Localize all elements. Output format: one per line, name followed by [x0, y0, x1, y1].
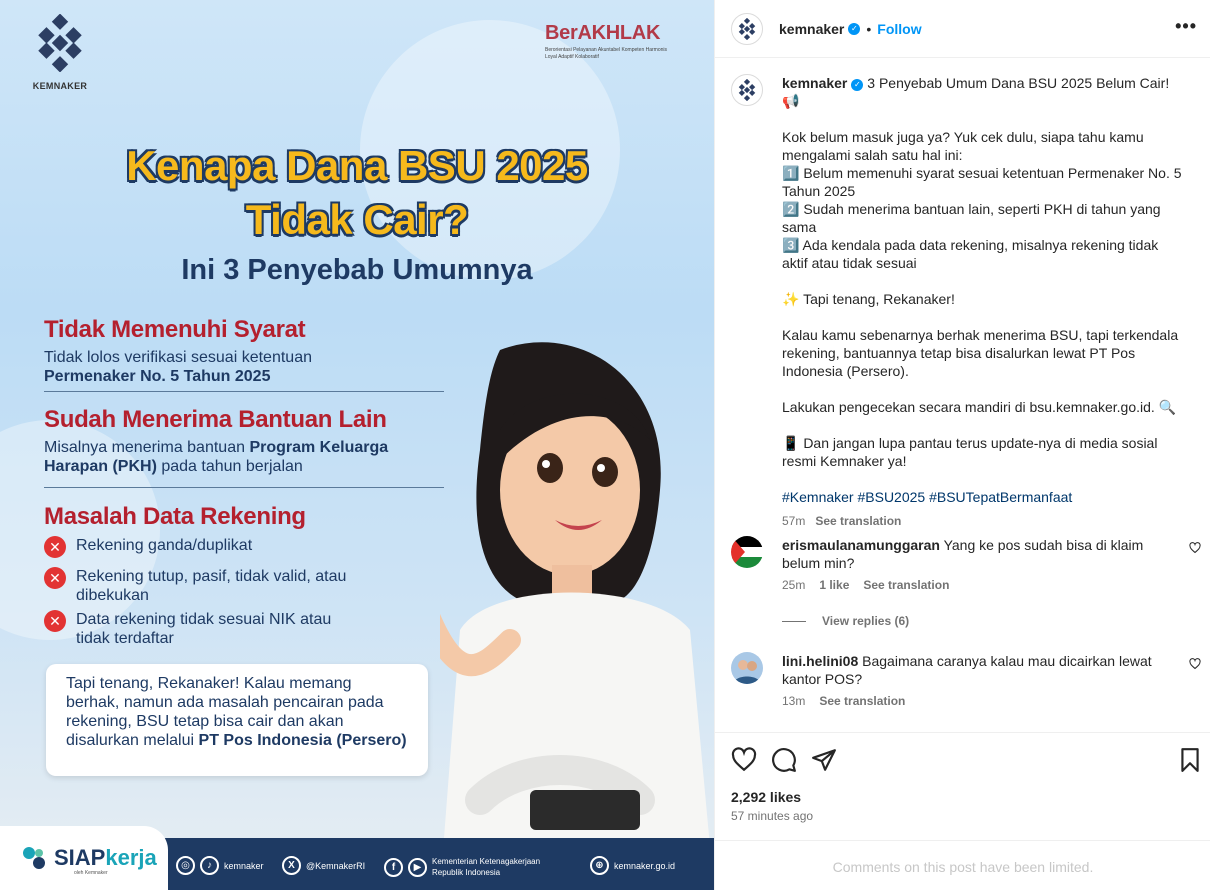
- x-icon: X: [282, 856, 301, 875]
- youtube-icon: ▶: [408, 858, 427, 877]
- x-mark-icon: ✕: [44, 567, 66, 589]
- instagram-icon: ◎: [176, 856, 195, 875]
- footer-ministry-1: Kementerian Ketenagakerjaan: [432, 857, 541, 866]
- comment-see-translation[interactable]: See translation: [863, 578, 950, 592]
- berakhlak-logo: [545, 22, 680, 61]
- like-heart-icon[interactable]: [731, 747, 757, 773]
- palestine-flag-icon: [731, 536, 763, 568]
- like-comment-icon[interactable]: [1189, 542, 1201, 554]
- post-caption: [782, 74, 1182, 530]
- caption-time: 57m: [782, 514, 806, 528]
- caption-para-3: 📱 Dan jangan lupa pantau terus update-nya di media sosial resmi Kemnaker ya!: [782, 435, 1158, 469]
- issue-item: [44, 536, 396, 558]
- account-username[interactable]: kemnaker: [779, 20, 845, 37]
- divider: [44, 487, 444, 488]
- caption-calm: ✨ Tapi tenang, Rekanaker!: [782, 291, 955, 307]
- separator-dot: •: [866, 20, 872, 37]
- siapkerja-logo: [0, 826, 168, 890]
- comment-body: [782, 536, 1162, 572]
- footer-tiktok-text: kemnaker: [224, 860, 264, 871]
- comment-time: 13m: [782, 694, 806, 708]
- post-actions: [715, 732, 1210, 840]
- user-avatar-icon: [731, 652, 763, 684]
- poster-subheadline: Ini 3 Penyebab Umumnya: [181, 254, 533, 286]
- siap-text-a: SIAP: [54, 845, 106, 870]
- footer-web-text: kemnaker.go.id: [614, 860, 676, 871]
- reason-1: [44, 316, 454, 386]
- footer-social: [176, 856, 264, 875]
- footer-web: [590, 856, 675, 875]
- divider: [44, 391, 444, 392]
- comment-bubble-icon[interactable]: [771, 747, 797, 773]
- info-note: [46, 664, 428, 776]
- comments-limited-notice: Comments on this post have been limited.: [715, 840, 1210, 890]
- post-time: 57 minutes ago: [731, 809, 814, 823]
- comment-username[interactable]: lini.helini08: [782, 653, 859, 669]
- caption-avatar-wrap: [731, 74, 763, 106]
- comment-avatar[interactable]: [731, 652, 763, 684]
- siapkerja-sub: oleh Kemnaker: [74, 870, 108, 876]
- verified-badge-icon: ✓: [848, 23, 860, 35]
- issue-text: Rekening ganda/duplikat: [76, 537, 253, 554]
- caption-avatar[interactable]: [731, 74, 763, 106]
- reason-1-title: Tidak Memenuhi Syarat: [44, 316, 306, 343]
- footer-ministry: [384, 856, 540, 878]
- tiktok-icon: ♪: [200, 856, 219, 875]
- comment-username[interactable]: erismaulanamunggaran: [782, 537, 940, 553]
- reason-2-bold: Program Keluarga Harapan (PKH): [44, 439, 389, 475]
- issue-text: Data rekening tidak sesuai NIK atau tidak terdaftar: [76, 611, 332, 647]
- post-sidebar: [714, 0, 1210, 890]
- like-comment-icon[interactable]: [1189, 658, 1201, 670]
- caption-intro: Kok belum masuk juga ya? Yuk cek dulu, siapa tahu kamu mengalami salah satu hal ini:: [782, 129, 1144, 163]
- caption-para-2: Lakukan pengecekan secara mandiri di bsu.kemnaker.go.id. 🔍: [782, 399, 1177, 415]
- logo-text: KEMNAKER: [32, 81, 88, 91]
- comment-likes[interactable]: 1 like: [819, 578, 850, 592]
- note-desc: Tapi tenang, Rekanaker! Kalau memang berhak, namun ada masalah pencairan pada rekening, BSU tetap bisa cair dan akan disalurkan melalui: [66, 675, 384, 749]
- kemnaker-logo: [30, 14, 90, 91]
- caption-headline: 3 Penyebab Umum Dana BSU 2025 Belum Cair! 📢: [782, 75, 1170, 109]
- footer-x-text: @KemnakerRI: [306, 860, 366, 871]
- facebook-icon: f: [384, 858, 403, 877]
- post-header: [715, 0, 1210, 58]
- x-mark-icon: ✕: [44, 610, 66, 632]
- caption-item-3: 3️⃣ Ada kendala pada data rekening, misalnya rekening tidak aktif atau tidak sesuai: [782, 237, 1159, 271]
- reason-1-text: [44, 348, 454, 386]
- siapkerja-icon: [20, 844, 48, 872]
- comment-text: Bagaimana caranya kalau mau dicairkan lewat kantor POS?: [782, 653, 1152, 687]
- view-replies-label[interactable]: View replies (6): [822, 614, 910, 628]
- comment-meta: [782, 694, 919, 708]
- comment-avatar[interactable]: [731, 536, 763, 568]
- likes-count[interactable]: 2,292 likes: [731, 789, 802, 805]
- reason-2-desc-b: pada tahun berjalan: [156, 458, 303, 475]
- view-replies[interactable]: [782, 614, 909, 628]
- comment-meta: [782, 578, 963, 592]
- caption-see-translation[interactable]: See translation: [815, 514, 902, 528]
- woman-illustration: [440, 340, 714, 890]
- note-text: [66, 674, 408, 750]
- reason-3-title: Masalah Data Rekening: [44, 503, 306, 530]
- comments-scroll[interactable]: [715, 58, 1210, 732]
- poster-headline-1: Kenapa Dana BSU 2025: [126, 142, 588, 189]
- footer-ministry-2: Republik Indonesia: [432, 868, 501, 877]
- issue-item: [44, 567, 366, 605]
- siapkerja-text: [54, 845, 157, 871]
- reason-2-desc-a: Misalnya menerima bantuan: [44, 439, 250, 456]
- issue-text: Rekening tutup, pasif, tidak valid, atau dibekukan: [76, 568, 347, 604]
- comment-text: Yang ke pos sudah bisa di klaim belum min?: [782, 537, 1144, 571]
- comment-body: [782, 652, 1162, 688]
- siap-text-b: kerja: [105, 845, 157, 870]
- more-options-icon[interactable]: •••: [1175, 16, 1197, 36]
- comment-time: 25m: [782, 578, 806, 592]
- share-send-icon[interactable]: [811, 747, 837, 773]
- reason-3: [44, 503, 454, 531]
- kemnaker-avatar-icon: [736, 18, 758, 40]
- caption-item-2: 2️⃣ Sudah menerima bantuan lain, seperti PKH di tahun yang sama: [782, 201, 1161, 235]
- note-bold: PT Pos Indonesia (Persero): [198, 732, 407, 749]
- kemnaker-avatar-icon: [736, 79, 758, 101]
- caption-username[interactable]: kemnaker: [782, 75, 848, 91]
- x-mark-icon: ✕: [44, 536, 66, 558]
- reason-1-desc: Tidak lolos verifikasi sesuai ketentuan: [44, 349, 312, 366]
- caption-hashtags[interactable]: #Kemnaker #BSU2025 #BSUTepatBermanfaat: [782, 489, 1073, 505]
- footer-x: [282, 856, 365, 875]
- berakhlak-title: BerAKHLAK: [545, 22, 661, 44]
- comment-see-translation[interactable]: See translation: [819, 694, 906, 708]
- reason-2: [44, 406, 454, 476]
- poster-headline-2: Tidak Cair?: [245, 196, 469, 243]
- reason-2-title: Sudah Menerima Bantuan Lain: [44, 406, 387, 433]
- caption-item-1: 1️⃣ Belum memenuhi syarat sesuai ketentuan Permenaker No. 5 Tahun 2025: [782, 165, 1182, 199]
- verified-badge-icon: ✓: [851, 79, 863, 91]
- account-avatar[interactable]: [731, 13, 763, 45]
- replies-line: [782, 621, 806, 622]
- save-bookmark-icon[interactable]: [1177, 747, 1203, 773]
- issue-item: [44, 610, 346, 648]
- globe-icon: ⊕: [590, 856, 609, 875]
- reason-1-bold: Permenaker No. 5 Tahun 2025: [44, 368, 271, 385]
- kemnaker-logo-icon: [31, 14, 89, 72]
- caption-para-1: Kalau kamu sebenarnya berhak menerima BSU, tapi terkendala rekening, bantuannya tetap bisa disalurkan lewat PT Pos Indonesia (Persero).: [782, 327, 1179, 379]
- reason-2-text: [44, 438, 454, 476]
- follow-button[interactable]: Follow: [877, 20, 922, 37]
- berakhlak-subtitle: Berorientasi Pelayanan Akuntabel Kompeten Harmonis Loyal Adaptif Kolaboratif: [545, 47, 668, 60]
